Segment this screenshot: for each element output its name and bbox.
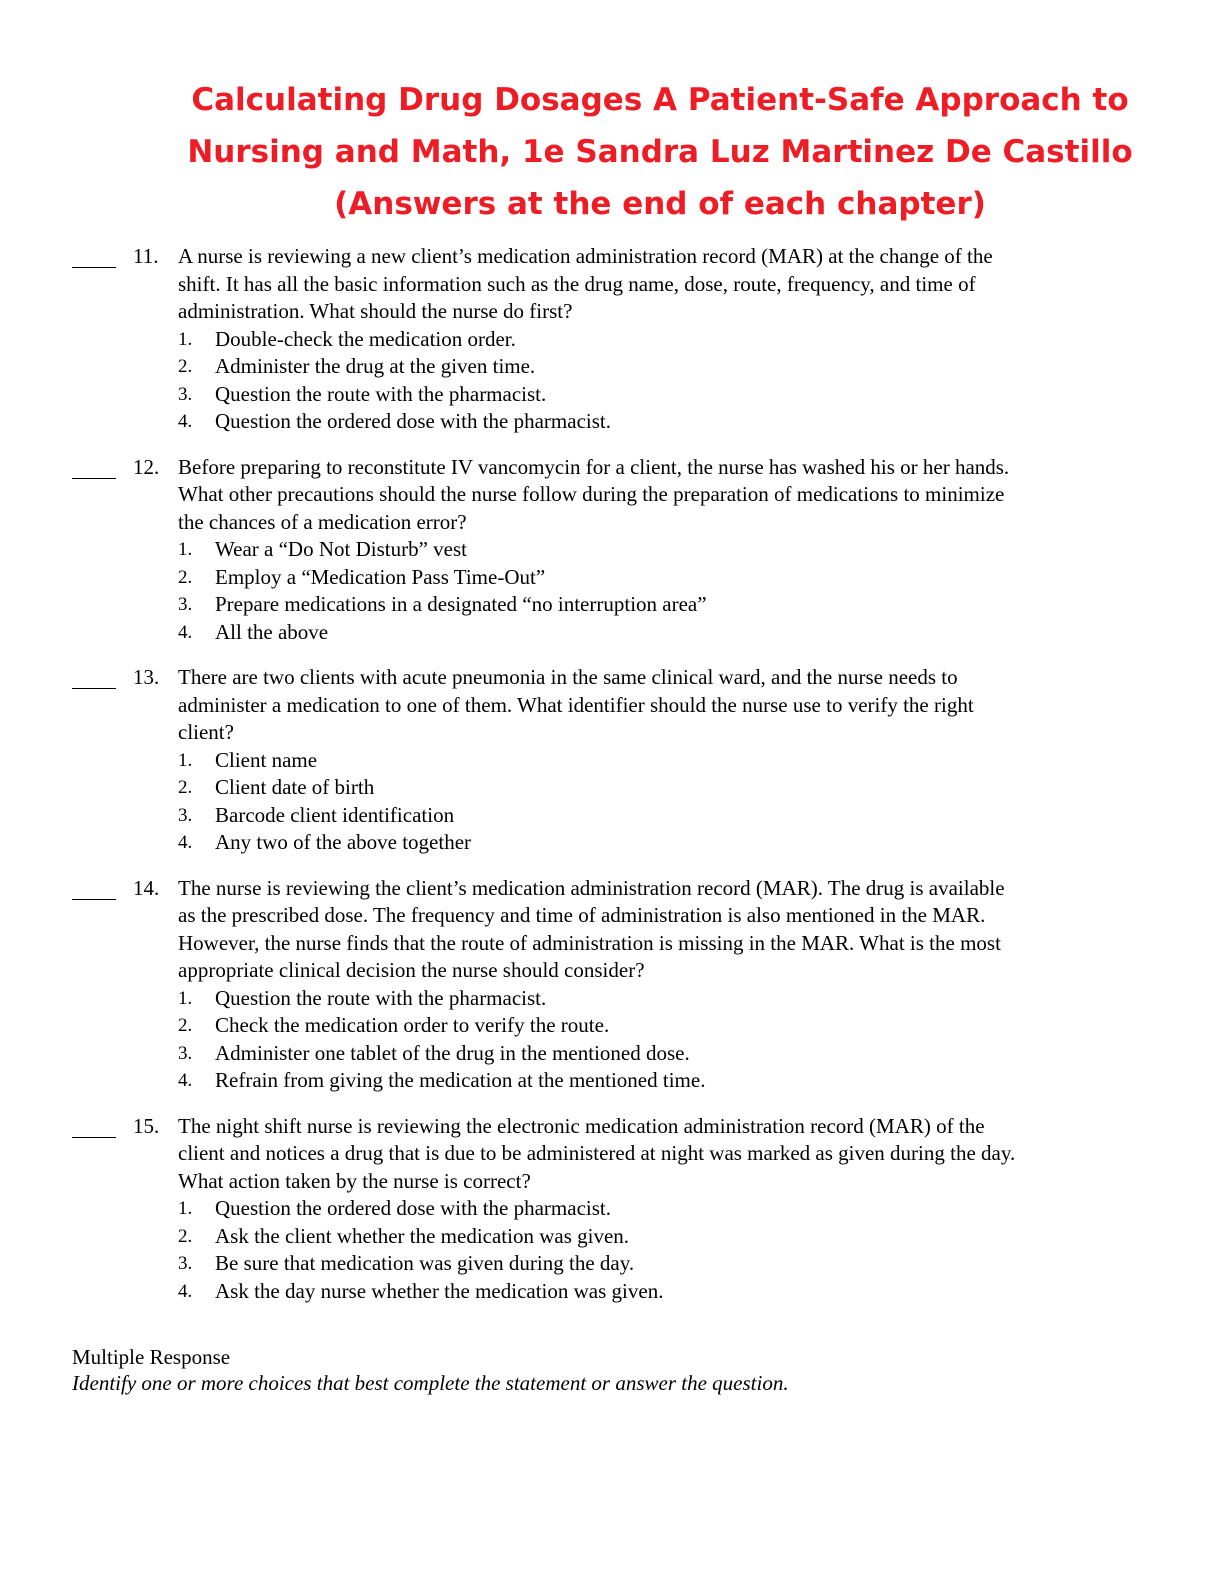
- option-text: Employ a “Medication Pass Time-Out”: [215, 564, 546, 589]
- question-stem: [178, 1113, 1138, 1196]
- title-line-3: (Answers at the end of each chapter): [334, 186, 986, 222]
- answer-blank[interactable]: [72, 875, 116, 900]
- answer-option: [178, 536, 1224, 564]
- answer-blank[interactable]: [72, 664, 116, 689]
- stem-line: the chances of a medication error?: [178, 509, 467, 534]
- question-list: [0, 243, 1224, 1323]
- option-text: Question the ordered dose with the pharmacist.: [215, 1196, 611, 1220]
- answer-options: [178, 747, 1224, 857]
- option-number: 1.: [178, 539, 193, 560]
- question-12: [0, 454, 1224, 647]
- option-text: Be sure that medication was given during the day.: [215, 1251, 635, 1275]
- stem-line: However, the nurse finds that the route of administration is missing in the MAR. What is the most: [178, 930, 1001, 955]
- option-text: Question the route with the pharmacist.: [215, 985, 547, 1010]
- option-number: 1.: [178, 987, 193, 1009]
- question-number: 15.: [133, 1113, 160, 1138]
- option-text: Check the medication order to verify the route.: [215, 1013, 610, 1037]
- answer-option: [178, 1012, 1224, 1040]
- option-text: Any two of the above together: [215, 830, 472, 854]
- option-text: Refrain from giving the medication at the mentioned time.: [215, 1068, 706, 1092]
- answer-option: [178, 353, 1224, 381]
- question-13: [0, 664, 1224, 857]
- option-text: Client name: [215, 747, 318, 772]
- answer-option: [178, 985, 1224, 1013]
- answer-blank[interactable]: [72, 1113, 116, 1138]
- stem-line: What action taken by the nurse is correct?: [178, 1168, 531, 1193]
- stem-line: client?: [178, 720, 234, 744]
- option-number: 3.: [178, 594, 193, 615]
- answer-option: [178, 326, 1224, 354]
- option-text: Barcode client identification: [215, 802, 455, 827]
- answer-options: [178, 985, 1224, 1095]
- stem-line: The nurse is reviewing the client’s medication administration record (MAR). The drug is available: [178, 875, 1005, 900]
- answer-option: [178, 1040, 1224, 1068]
- answer-option: [178, 774, 1224, 802]
- option-number: 1.: [178, 1198, 193, 1219]
- answer-option: [178, 1195, 1224, 1223]
- question-number: 14.: [133, 875, 160, 900]
- answer-options: [178, 536, 1224, 646]
- answer-option: [178, 1250, 1224, 1278]
- option-text: Prepare medications in a designated “no interruption area”: [215, 592, 707, 616]
- option-text: Client date of birth: [215, 775, 375, 799]
- option-number: 3.: [178, 804, 193, 826]
- option-number: 4.: [178, 621, 193, 643]
- option-text: Administer one tablet of the drug in the mentioned dose.: [215, 1040, 690, 1065]
- answer-options: [178, 1195, 1224, 1305]
- stem-line: administration. What should the nurse do first?: [178, 299, 573, 323]
- stem-line: as the prescribed dose. The frequency and time of administration is also mentioned in the MAR.: [178, 903, 986, 927]
- option-text: Ask the client whether the medication was given.: [215, 1223, 630, 1248]
- question-stem: [178, 875, 1138, 985]
- option-number: 2.: [178, 356, 193, 377]
- question-stem: [178, 454, 1138, 537]
- option-text: Question the route with the pharmacist.: [215, 381, 547, 406]
- answer-option: [178, 591, 1224, 619]
- question-stem: [178, 664, 1138, 747]
- option-number: 3.: [178, 1042, 193, 1064]
- question-15: [0, 1113, 1224, 1306]
- option-number: 4.: [178, 832, 193, 853]
- stem-line: Before preparing to reconstitute IV vancomycin for a client, the nurse has washed his or her hands.: [178, 454, 1010, 479]
- option-text: Ask the day nurse whether the medication was given.: [215, 1278, 664, 1303]
- option-text: Wear a “Do Not Disturb” vest: [215, 537, 467, 561]
- question-14: [0, 875, 1224, 1095]
- stem-line: The night shift nurse is reviewing the electronic medication administration record (MAR) of the: [178, 1113, 985, 1138]
- option-text: All the above: [215, 619, 329, 644]
- option-number: 2.: [178, 566, 193, 588]
- question-number: 12.: [133, 454, 160, 479]
- answer-option: [178, 381, 1224, 409]
- option-number: 4.: [178, 411, 193, 432]
- option-number: 2.: [178, 1015, 193, 1036]
- option-text: Double-check the medication order.: [215, 326, 516, 351]
- option-text: Administer the drug at the given time.: [215, 354, 536, 378]
- answer-option: [178, 1278, 1224, 1306]
- option-number: 3.: [178, 1253, 193, 1274]
- section-instruction: Identify one or more choices that best complete the statement or answer the question.: [72, 1371, 789, 1395]
- title-line-2: Nursing and Math, 1e Sandra Luz Martinez De Castillo: [187, 134, 1133, 170]
- option-number: 4.: [178, 1280, 193, 1302]
- option-number: 3.: [178, 383, 193, 405]
- option-number: 2.: [178, 1225, 193, 1247]
- section-heading: Multiple Response: [72, 1345, 231, 1369]
- stem-line: shift. It has all the basic information such as the drug name, dose, route, frequency, and time of: [178, 271, 976, 296]
- option-number: 1.: [178, 328, 193, 350]
- question-stem: [178, 243, 1138, 326]
- answer-blank[interactable]: [72, 454, 116, 479]
- answer-option: [178, 564, 1224, 592]
- document-title: [150, 74, 1170, 230]
- answer-option: [178, 1067, 1224, 1095]
- answer-options: [178, 326, 1224, 436]
- answer-option: [178, 802, 1224, 830]
- stem-line: appropriate clinical decision the nurse should consider?: [178, 958, 645, 982]
- option-number: 2.: [178, 777, 193, 798]
- answer-blank[interactable]: [72, 243, 116, 268]
- answer-option: [178, 1223, 1224, 1251]
- title-line-1: Calculating Drug Dosages A Patient-Safe Approach to: [191, 82, 1129, 118]
- answer-option: [178, 829, 1224, 857]
- stem-line: There are two clients with acute pneumonia in the same clinical ward, and the nurse needs to: [178, 665, 958, 689]
- question-number: 13.: [133, 665, 160, 689]
- question-number: 11.: [133, 244, 159, 268]
- option-text: Question the ordered dose with the pharmacist.: [215, 409, 611, 433]
- answer-option: [178, 619, 1224, 647]
- option-number: 1.: [178, 749, 193, 771]
- answer-option: [178, 747, 1224, 775]
- question-11: [0, 243, 1224, 436]
- answer-option: [178, 408, 1224, 436]
- stem-line: client and notices a drug that is due to be administered at night was marked as given during the day.: [178, 1141, 1016, 1165]
- stem-line: A nurse is reviewing a new client’s medication administration record (MAR) at the change of the: [178, 244, 993, 268]
- stem-line: administer a medication to one of them. What identifier should the nurse use to verify the right: [178, 692, 974, 717]
- option-number: 4.: [178, 1070, 193, 1091]
- stem-line: What other precautions should the nurse follow during the preparation of medications to minimize: [178, 482, 1005, 506]
